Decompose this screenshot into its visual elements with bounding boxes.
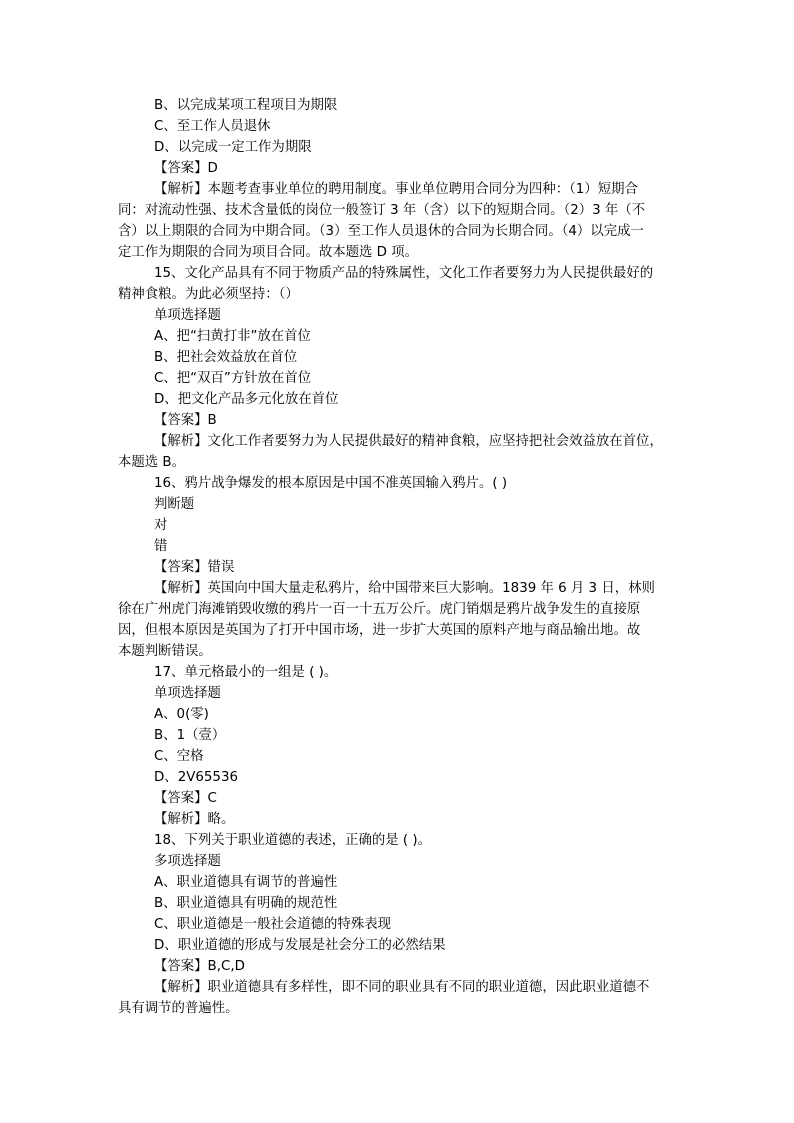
q18-option-b: B、职业道德具有明确的规范性 — [154, 896, 338, 911]
q15-question-line: 15、文化产品具有不同于物质产品的特殊属性，文化工作者要努力为人民提供最好的 — [154, 266, 654, 281]
q14-analysis-line: 定工作为期限的合同为项目合同。故本题选 D 项。 — [118, 245, 419, 260]
q17-answer: 【答案】C — [154, 791, 217, 806]
q15-answer: 【答案】B — [154, 413, 217, 428]
q14-analysis-line: 同：对流动性强、技术含量低的岗位一般签订 3 年（含）以下的短期合同。（2）3 年（不 — [118, 203, 646, 218]
q15-option-d: D、把文化产品多元化放在首位 — [154, 392, 339, 407]
q18-option-c: C、职业道德是一般社会道德的特殊表现 — [154, 917, 391, 932]
q17-question: 17、单元格最小的一组是 ( )。 — [154, 665, 338, 680]
q14-analysis-line: 含）以上期限的合同为中期合同。（3）至工作人员退休的合同为长期合同。（4）以完成一 — [118, 224, 644, 239]
q17-option-b: B、1（壹） — [154, 728, 226, 743]
q14-option-b: B、以完成某项工程项目为期限 — [154, 98, 338, 113]
q16-analysis-line: 徐在广州虎门海滩销毁收缴的鸦片一百一十五万公斤。虎门销烟是鸦片战争发生的直接原 — [118, 602, 641, 617]
q14-option-c: C、至工作人员退休 — [154, 119, 271, 134]
q18-type: 多项选择题 — [154, 854, 221, 869]
q17-option-a: A、0(零) — [154, 707, 209, 722]
q15-type: 单项选择题 — [154, 308, 221, 323]
q15-analysis-line: 【解析】文化工作者要努力为人民提供最好的精神食粮，应坚持把社会效益放在首位， — [154, 434, 663, 449]
q15-option-a: A、把“扫黄打非”放在首位 — [154, 329, 311, 344]
q16-analysis-line: 【解析】英国向中国大量走私鸦片，给中国带来巨大影响。1839 年 6 月 3 日，林则 — [154, 581, 655, 596]
q16-question: 16、鸦片战争爆发的根本原因是中国不准英国输入鸦片。( ) — [154, 476, 508, 491]
q16-option-true: 对 — [154, 518, 168, 533]
q18-answer: 【答案】B,C,D — [154, 959, 245, 974]
q16-answer: 【答案】错误 — [154, 560, 235, 575]
q14-analysis-line: 【解析】本题考查事业单位的聘用制度。事业单位聘用合同分为四种：（1）短期合 — [154, 182, 638, 197]
q18-question: 18、下列关于职业道德的表述，正确的是 ( )。 — [154, 833, 432, 848]
q18-option-a: A、职业道德具有调节的普遍性 — [154, 875, 338, 890]
q17-option-d: D、2V65536 — [154, 770, 238, 785]
q18-analysis-line: 具有调节的普遍性。 — [118, 1001, 239, 1016]
q14-option-d: D、以完成一定工作为期限 — [154, 140, 312, 155]
q15-option-b: B、把社会效益放在首位 — [154, 350, 298, 365]
q16-analysis-line: 因，但根本原因是英国为了打开中国市场，进一步扩大英国的原料产地与商品输出地。故 — [118, 623, 641, 638]
q15-question-line: 精神食粮。为此必须坚持：（） — [118, 287, 299, 302]
q16-analysis-line: 本题判断错误。 — [118, 644, 212, 659]
q17-analysis: 【解析】略。 — [154, 812, 235, 827]
q17-option-c: C、空格 — [154, 749, 204, 764]
q17-type: 单项选择题 — [154, 686, 221, 701]
q18-analysis-line: 【解析】职业道德具有多样性，即不同的职业具有不同的职业道德，因此职业道德不 — [154, 980, 650, 995]
q15-analysis-line: 本题选 B。 — [118, 455, 186, 470]
q16-type: 判断题 — [154, 497, 195, 512]
q15-option-c: C、把“双百”方针放在首位 — [154, 371, 312, 386]
q14-answer: 【答案】D — [154, 161, 218, 176]
q16-option-false: 错 — [154, 539, 168, 554]
q18-option-d: D、职业道德的形成与发展是社会分工的必然结果 — [154, 938, 446, 953]
